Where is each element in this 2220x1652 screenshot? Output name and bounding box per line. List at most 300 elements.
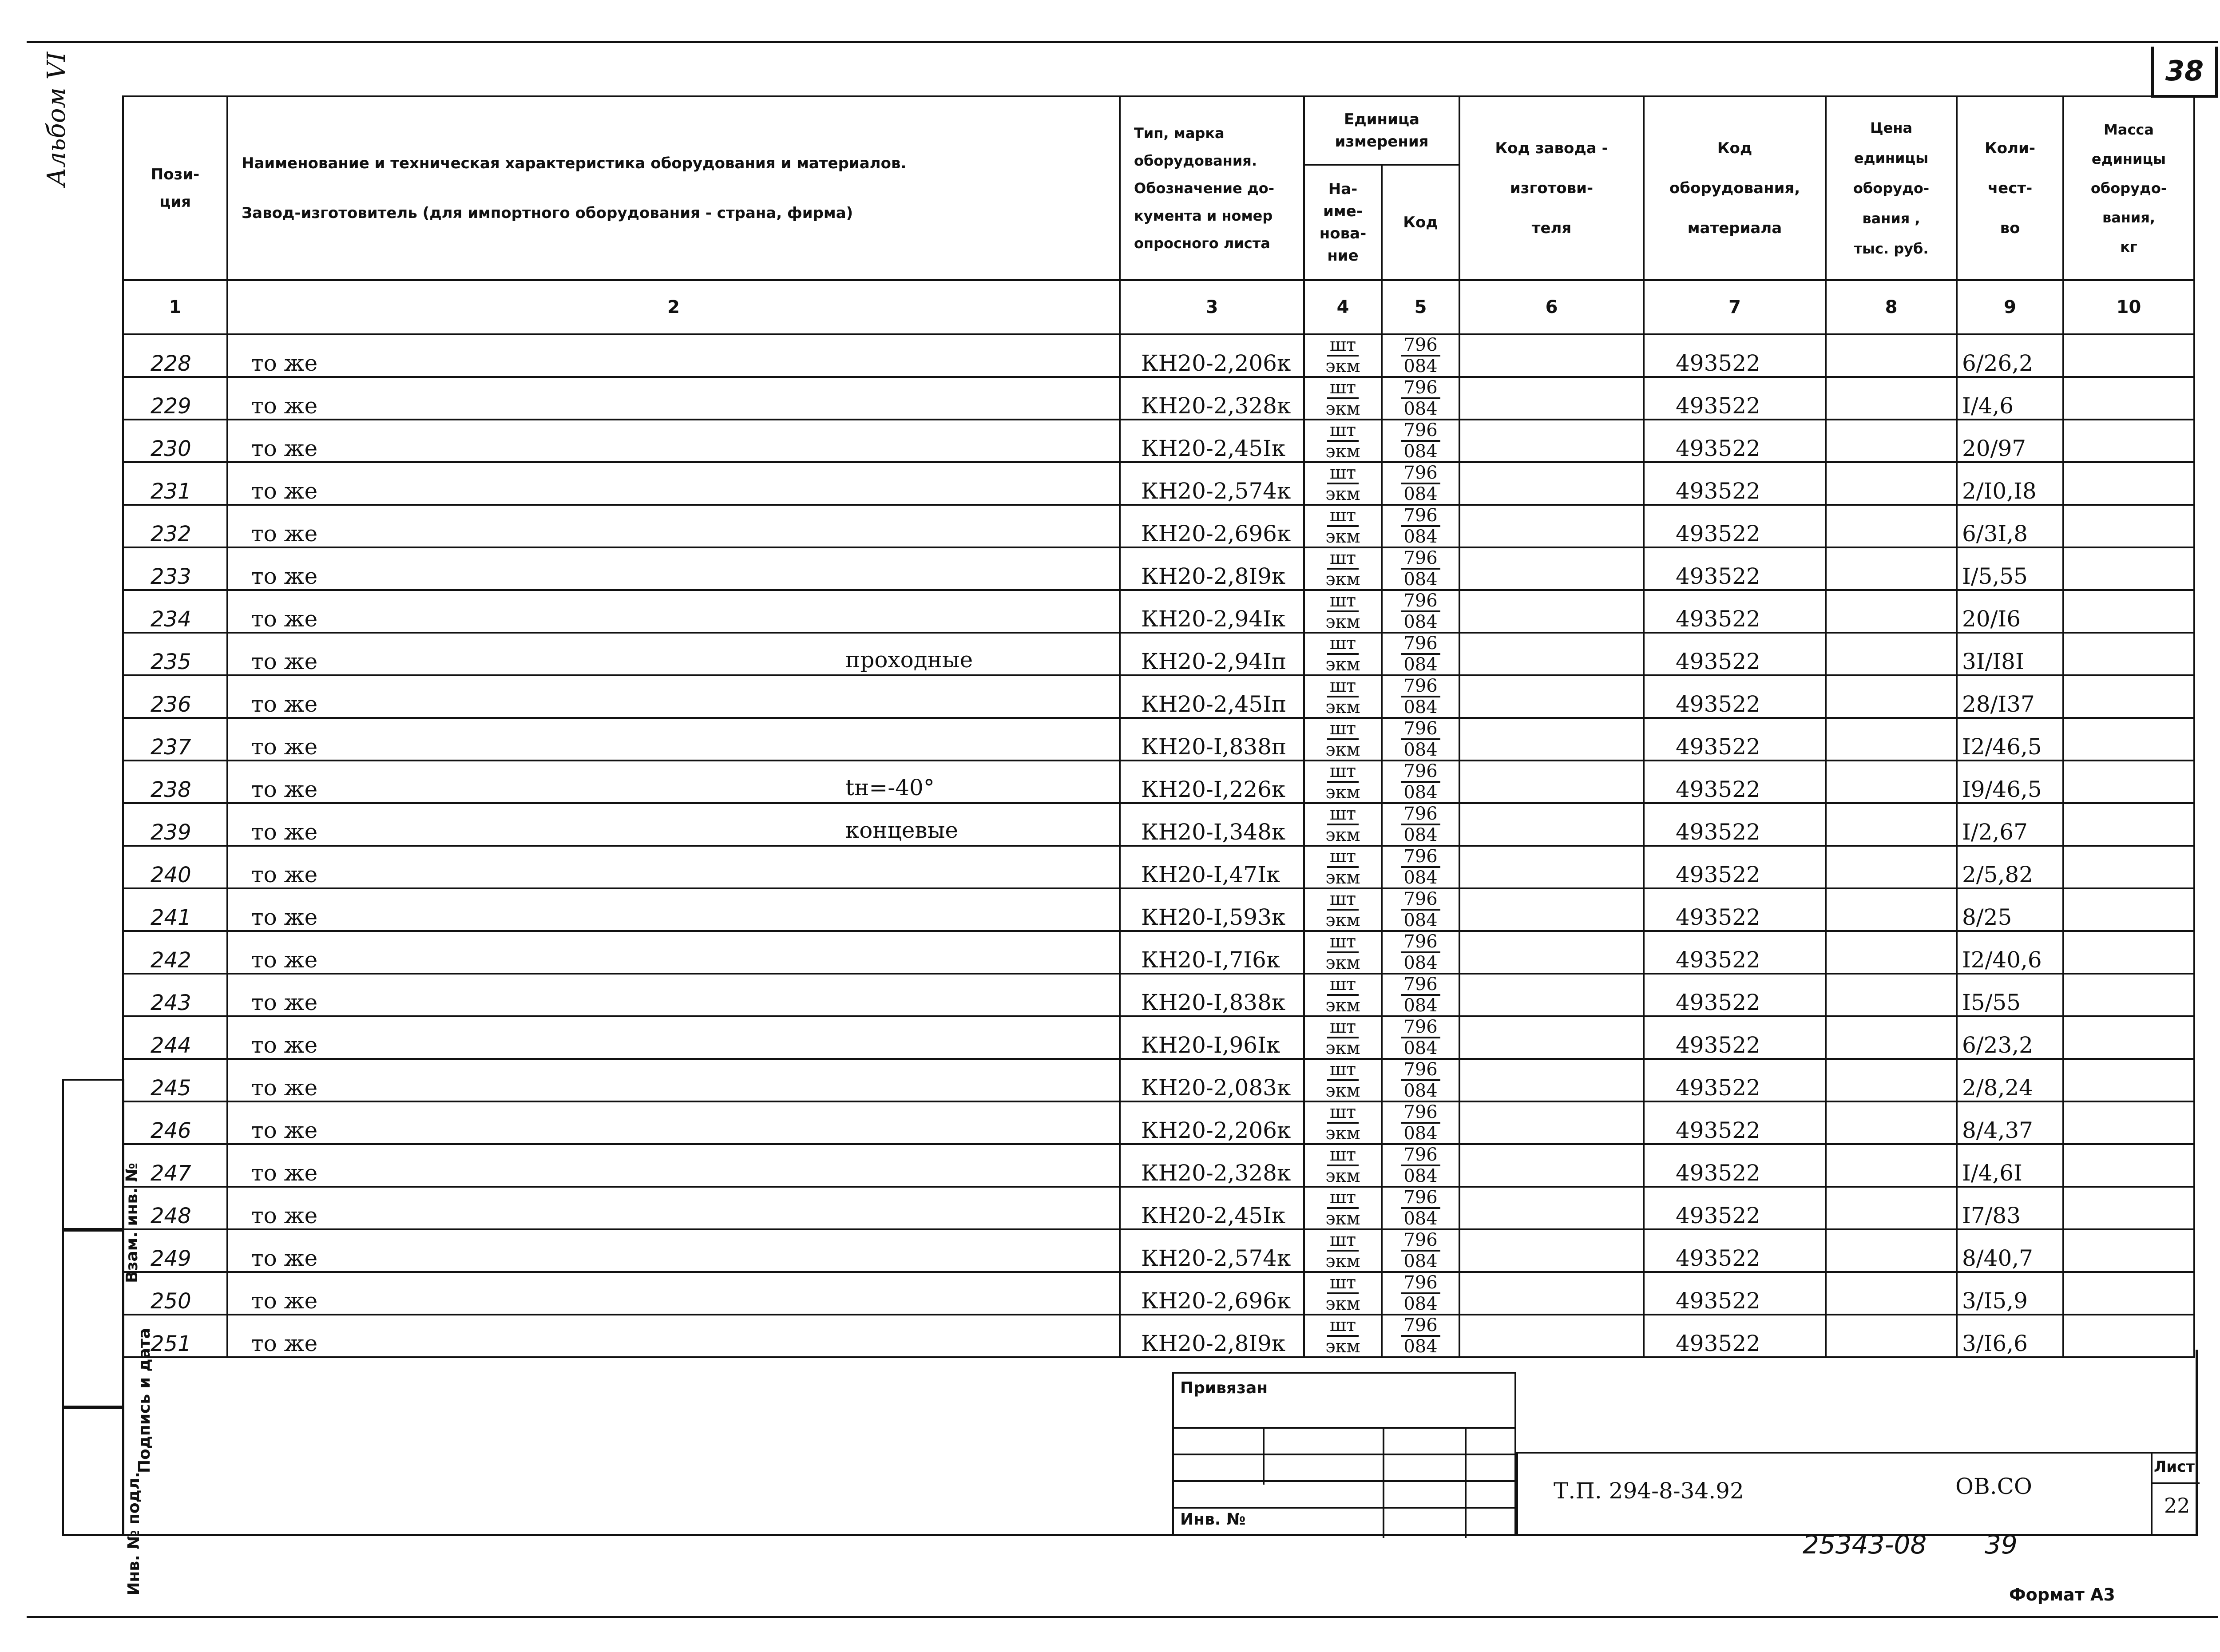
unit-top: шт <box>1327 975 1359 996</box>
format-label: Формат А3 <box>2009 1585 2115 1604</box>
row-unit-code <box>1382 462 1459 505</box>
row-type: КН20-2,206к <box>1120 334 1304 377</box>
row-unit-code <box>1382 718 1459 761</box>
side-block-podpis <box>62 1230 154 1473</box>
row-unit <box>1304 888 1382 931</box>
code-top: 796 <box>1401 1102 1440 1124</box>
row-name-text: то же <box>251 1203 318 1228</box>
code-bottom: 084 <box>1403 782 1438 803</box>
row-price <box>1826 462 1957 505</box>
row-unit <box>1304 334 1382 377</box>
sheet-label: Лист <box>2154 1458 2195 1476</box>
row-name-text: то же <box>251 1288 318 1314</box>
code-bottom: 084 <box>1403 868 1438 888</box>
row-mass <box>2063 1059 2194 1101</box>
row-plant-code <box>1459 1016 1644 1059</box>
unit-top: шт <box>1327 634 1359 655</box>
row-price <box>1826 888 1957 931</box>
row-mass <box>2063 675 2194 718</box>
row-name-text: то же <box>251 990 318 1015</box>
row-plant-code <box>1459 1101 1644 1144</box>
unit-bottom: экм <box>1325 1166 1360 1186</box>
row-type: КН20-2,083к <box>1120 1059 1304 1101</box>
unit-top: шт <box>1327 676 1359 697</box>
code-bottom: 084 <box>1403 1251 1438 1272</box>
unit-bottom: экм <box>1325 1336 1360 1357</box>
unit-bottom: экм <box>1325 1294 1360 1314</box>
column-number: 9 <box>1957 280 2063 334</box>
row-name <box>227 931 1120 974</box>
table-row <box>123 888 2194 931</box>
row-price <box>1826 1059 1957 1101</box>
row-name <box>227 420 1120 462</box>
row-position: 230 <box>123 420 227 462</box>
row-equipment-code: 493522 <box>1644 505 1826 547</box>
table-body <box>123 334 2194 1357</box>
row-price <box>1826 590 1957 633</box>
unit-top: шт <box>1327 889 1359 911</box>
code-top: 796 <box>1401 1145 1440 1166</box>
row-name-text: то же <box>251 393 318 419</box>
table-row <box>123 505 2194 547</box>
unit-top: шт <box>1327 1060 1359 1081</box>
side-block-inv-podl <box>62 1407 124 1536</box>
column-number: 1 <box>123 280 227 334</box>
row-mass <box>2063 761 2194 803</box>
row-price <box>1826 974 1957 1016</box>
header-position: Пози- ция <box>123 96 227 280</box>
code-top: 796 <box>1401 634 1440 655</box>
row-unit-code <box>1382 377 1459 420</box>
unit-top: шт <box>1327 420 1359 442</box>
code-bottom: 084 <box>1403 825 1438 845</box>
row-name-text: то же <box>251 691 318 717</box>
row-price <box>1826 675 1957 718</box>
unit-bottom: экм <box>1325 399 1360 419</box>
row-name-text: то же <box>251 478 318 504</box>
designation-block <box>1516 1452 2198 1536</box>
row-type: КН20-I,47Iк <box>1120 846 1304 888</box>
unit-top: шт <box>1327 1017 1359 1038</box>
unit-top: шт <box>1327 506 1359 527</box>
row-equipment-code: 493522 <box>1644 1187 1826 1229</box>
row-plant-code <box>1459 1229 1644 1272</box>
unit-bottom: экм <box>1325 1208 1360 1229</box>
inv-no-label: Инв. № <box>1180 1510 1246 1529</box>
row-unit <box>1304 803 1382 846</box>
table-row <box>123 931 2194 974</box>
row-type: КН20-I,96Iк <box>1120 1016 1304 1059</box>
header-unit-name: На- име- нова- ние <box>1304 165 1382 280</box>
row-name-text: то же <box>251 1160 318 1186</box>
code-bottom: 084 <box>1403 1038 1438 1058</box>
unit-bottom: экм <box>1325 1038 1360 1058</box>
code-bottom: 084 <box>1403 1123 1438 1144</box>
row-name <box>227 1187 1120 1229</box>
code-bottom: 084 <box>1403 953 1438 973</box>
row-price <box>1826 420 1957 462</box>
row-equipment-code: 493522 <box>1644 1272 1826 1315</box>
code-top: 796 <box>1401 804 1440 825</box>
side-label-vzam: Взам. инв. № <box>123 1163 141 1283</box>
row-equipment-code: 493522 <box>1644 675 1826 718</box>
row-position: 239 <box>123 803 227 846</box>
row-name <box>227 718 1120 761</box>
unit-bottom: экм <box>1325 825 1360 845</box>
row-name <box>227 377 1120 420</box>
row-unit-code <box>1382 675 1459 718</box>
row-unit <box>1304 761 1382 803</box>
code-bottom: 084 <box>1403 441 1438 462</box>
row-type: КН20-2,328к <box>1120 377 1304 420</box>
unit-top: шт <box>1327 761 1359 783</box>
row-unit-code <box>1382 1101 1459 1144</box>
row-plant-code <box>1459 1059 1644 1101</box>
row-unit-code <box>1382 1187 1459 1229</box>
row-mass <box>2063 1187 2194 1229</box>
row-equipment-code: 493522 <box>1644 974 1826 1016</box>
row-type: КН20-2,8I9к <box>1120 547 1304 590</box>
header-name-line2: Завод-изготовитель (для импортного оборудования - страна, фирма) <box>242 204 853 222</box>
header-equipment-code: Код оборудования, материала <box>1644 96 1826 280</box>
privyazan-col <box>1465 1427 1467 1538</box>
unit-top: шт <box>1327 1188 1359 1209</box>
specification-table <box>122 95 2195 1358</box>
row-name-text: то же <box>251 1075 318 1101</box>
row-quantity: 8/4,37 <box>1957 1101 2063 1144</box>
table-row <box>123 1272 2194 1315</box>
row-unit <box>1304 633 1382 675</box>
row-name <box>227 547 1120 590</box>
row-unit-code <box>1382 888 1459 931</box>
row-position: 241 <box>123 888 227 931</box>
table-row <box>123 718 2194 761</box>
row-price <box>1826 803 1957 846</box>
code-top: 796 <box>1401 335 1440 357</box>
code-bottom: 084 <box>1403 654 1438 675</box>
row-mass <box>2063 377 2194 420</box>
row-mass <box>2063 420 2194 462</box>
code-bottom: 084 <box>1403 484 1438 504</box>
header-name-line1: Наименование и техническая характеристика оборудования и материалов. <box>242 155 907 172</box>
unit-top: шт <box>1327 335 1359 357</box>
table-row <box>123 1187 2194 1229</box>
sheet-number: 22 <box>2164 1494 2190 1517</box>
row-name <box>227 1059 1120 1101</box>
code-top: 796 <box>1401 591 1440 612</box>
code-bottom: 084 <box>1403 569 1438 590</box>
code-top: 796 <box>1401 761 1440 783</box>
table-row <box>123 761 2194 803</box>
row-price <box>1826 334 1957 377</box>
row-position: 229 <box>123 377 227 420</box>
header-quantity: Коли- чест- во <box>1957 96 2063 280</box>
row-equipment-code: 493522 <box>1644 1016 1826 1059</box>
row-unit <box>1304 590 1382 633</box>
code-top: 796 <box>1401 719 1440 740</box>
code-top: 796 <box>1401 1017 1440 1038</box>
code-top: 796 <box>1401 1230 1440 1252</box>
row-plant-code <box>1459 334 1644 377</box>
row-name <box>227 1144 1120 1187</box>
row-unit-code <box>1382 931 1459 974</box>
code-bottom: 084 <box>1403 399 1438 419</box>
row-plant-code <box>1459 718 1644 761</box>
row-plant-code <box>1459 1187 1644 1229</box>
code-bottom: 084 <box>1403 1336 1438 1357</box>
row-equipment-code: 493522 <box>1644 420 1826 462</box>
row-quantity: 3/I5,9 <box>1957 1272 2063 1315</box>
row-mass <box>2063 803 2194 846</box>
row-unit <box>1304 1059 1382 1101</box>
code-top: 796 <box>1401 932 1440 953</box>
row-name <box>227 675 1120 718</box>
album-label: Альбом VI <box>42 52 71 186</box>
row-quantity: 20/I6 <box>1957 590 2063 633</box>
row-equipment-code: 493522 <box>1644 931 1826 974</box>
code-bottom: 084 <box>1403 1166 1438 1186</box>
table-row <box>123 1315 2194 1357</box>
code-top: 796 <box>1401 548 1440 570</box>
row-unit-code <box>1382 420 1459 462</box>
unit-top: шт <box>1327 1102 1359 1124</box>
row-note: концевые <box>845 817 958 843</box>
row-position: 250 <box>123 1272 227 1315</box>
unit-bottom: экм <box>1325 484 1360 504</box>
unit-bottom: экм <box>1325 612 1360 632</box>
row-plant-code <box>1459 761 1644 803</box>
code-bottom: 084 <box>1403 697 1438 717</box>
row-position: 238 <box>123 761 227 803</box>
unit-bottom: экм <box>1325 654 1360 675</box>
row-position: 235 <box>123 633 227 675</box>
row-plant-code <box>1459 505 1644 547</box>
row-price <box>1826 377 1957 420</box>
row-plant-code <box>1459 675 1644 718</box>
row-unit-code <box>1382 334 1459 377</box>
row-mass <box>2063 1101 2194 1144</box>
unit-top: шт <box>1327 463 1359 484</box>
row-mass <box>2063 1016 2194 1059</box>
row-mass <box>2063 1315 2194 1357</box>
unit-top: шт <box>1327 932 1359 953</box>
row-unit <box>1304 1229 1382 1272</box>
row-name-text: то же <box>251 776 318 802</box>
row-plant-code <box>1459 633 1644 675</box>
row-name <box>227 1101 1120 1144</box>
row-type: КН20-I,226к <box>1120 761 1304 803</box>
table-row <box>123 1229 2194 1272</box>
code-bottom: 084 <box>1403 527 1438 547</box>
unit-top: шт <box>1327 548 1359 570</box>
row-unit <box>1304 377 1382 420</box>
row-position: 242 <box>123 931 227 974</box>
row-quantity: 28/I37 <box>1957 675 2063 718</box>
table-row <box>123 1144 2194 1187</box>
row-type: КН20-2,328к <box>1120 1144 1304 1187</box>
unit-bottom: экм <box>1325 569 1360 590</box>
top-border-line <box>27 41 2218 43</box>
row-mass <box>2063 888 2194 931</box>
row-name-text: то же <box>251 1245 318 1271</box>
table-row <box>123 334 2194 377</box>
archive-number: 25343-08 <box>1803 1529 1927 1560</box>
row-mass <box>2063 590 2194 633</box>
row-plant-code <box>1459 462 1644 505</box>
designation-text: Т.П. 294-8-34.92 <box>1554 1478 1744 1504</box>
row-type: КН20-I,838п <box>1120 718 1304 761</box>
unit-bottom: экм <box>1325 995 1360 1016</box>
row-equipment-code: 493522 <box>1644 377 1826 420</box>
unit-top: шт <box>1327 1273 1359 1294</box>
header-name <box>227 96 1120 280</box>
row-mass <box>2063 931 2194 974</box>
code-top: 796 <box>1401 676 1440 697</box>
table-row <box>123 420 2194 462</box>
table-row <box>123 803 2194 846</box>
row-quantity: I/4,6I <box>1957 1144 2063 1187</box>
row-equipment-code: 493522 <box>1644 1229 1826 1272</box>
row-name-text: то же <box>251 862 318 887</box>
row-price <box>1826 1187 1957 1229</box>
table-row <box>123 675 2194 718</box>
row-unit-code <box>1382 1229 1459 1272</box>
table-row <box>123 846 2194 888</box>
row-position: 243 <box>123 974 227 1016</box>
unit-bottom: экм <box>1325 740 1360 760</box>
row-plant-code <box>1459 547 1644 590</box>
row-plant-code <box>1459 590 1644 633</box>
row-unit <box>1304 1144 1382 1187</box>
row-unit <box>1304 1315 1382 1357</box>
row-price <box>1826 1315 1957 1357</box>
row-position: 245 <box>123 1059 227 1101</box>
row-price <box>1826 505 1957 547</box>
row-quantity: 2/5,82 <box>1957 846 2063 888</box>
row-unit-code <box>1382 803 1459 846</box>
row-name <box>227 334 1120 377</box>
column-number: 7 <box>1644 280 1826 334</box>
row-mass <box>2063 718 2194 761</box>
code-top: 796 <box>1401 1060 1440 1081</box>
row-quantity: 3I/I8I <box>1957 633 2063 675</box>
row-name-text: то же <box>251 350 318 376</box>
row-unit <box>1304 547 1382 590</box>
row-equipment-code: 493522 <box>1644 1144 1826 1187</box>
row-name <box>227 633 1120 675</box>
row-name-text: то же <box>251 1117 318 1143</box>
row-name <box>227 761 1120 803</box>
row-quantity: 6/23,2 <box>1957 1016 2063 1059</box>
row-name-text: то же <box>251 521 318 547</box>
archive-page: 39 <box>1985 1529 2018 1560</box>
row-price <box>1826 633 1957 675</box>
row-equipment-code: 493522 <box>1644 1101 1826 1144</box>
row-equipment-code: 493522 <box>1644 547 1826 590</box>
table-row <box>123 377 2194 420</box>
row-quantity: 6/26,2 <box>1957 334 2063 377</box>
row-mass <box>2063 547 2194 590</box>
row-type: КН20-I,348к <box>1120 803 1304 846</box>
row-plant-code <box>1459 803 1644 846</box>
unit-bottom: экм <box>1325 910 1360 931</box>
column-number: 6 <box>1459 280 1644 334</box>
row-type: КН20-I,593к <box>1120 888 1304 931</box>
row-equipment-code: 493522 <box>1644 1059 1826 1101</box>
unit-top: шт <box>1327 1230 1359 1252</box>
row-unit-code <box>1382 761 1459 803</box>
table-row <box>123 547 2194 590</box>
row-name-text: то же <box>251 649 318 674</box>
row-quantity: 2/8,24 <box>1957 1059 2063 1101</box>
row-unit-code <box>1382 1016 1459 1059</box>
column-number: 3 <box>1120 280 1304 334</box>
row-name-text: то же <box>251 606 318 632</box>
row-unit-code <box>1382 1272 1459 1315</box>
row-price <box>1826 1229 1957 1272</box>
row-name <box>227 1016 1120 1059</box>
table-row <box>123 974 2194 1016</box>
table-row <box>123 590 2194 633</box>
row-unit <box>1304 846 1382 888</box>
row-plant-code <box>1459 1144 1644 1187</box>
sheet-cell-rule <box>2151 1482 2200 1484</box>
row-quantity: I/5,55 <box>1957 547 2063 590</box>
unit-bottom: экм <box>1325 868 1360 888</box>
row-quantity: I2/46,5 <box>1957 718 2063 761</box>
row-mass <box>2063 1229 2194 1272</box>
row-unit-code <box>1382 547 1459 590</box>
row-plant-code <box>1459 420 1644 462</box>
unit-top: шт <box>1327 847 1359 868</box>
row-position: 251 <box>123 1315 227 1357</box>
unit-top: шт <box>1327 1145 1359 1166</box>
unit-top: шт <box>1327 591 1359 612</box>
unit-bottom: экм <box>1325 697 1360 717</box>
privyazan-label: Привязан <box>1180 1379 1268 1397</box>
row-name <box>227 590 1120 633</box>
code-bottom: 084 <box>1403 1081 1438 1101</box>
row-quantity: I5/55 <box>1957 974 2063 1016</box>
row-name <box>227 803 1120 846</box>
row-price <box>1826 718 1957 761</box>
row-mass <box>2063 334 2194 377</box>
row-plant-code <box>1459 1315 1644 1357</box>
row-position: 234 <box>123 590 227 633</box>
table-row <box>123 1016 2194 1059</box>
code-top: 796 <box>1401 1315 1440 1337</box>
header-unit: Единица измерения <box>1304 96 1459 165</box>
column-number: 2 <box>227 280 1120 334</box>
table-row <box>123 462 2194 505</box>
row-plant-code <box>1459 931 1644 974</box>
row-quantity: I/2,67 <box>1957 803 2063 846</box>
row-name-text: то же <box>251 436 318 461</box>
row-plant-code <box>1459 846 1644 888</box>
row-type: КН20-I,838к <box>1120 974 1304 1016</box>
row-equipment-code: 493522 <box>1644 462 1826 505</box>
row-position: 246 <box>123 1101 227 1144</box>
code-top: 796 <box>1401 420 1440 442</box>
row-position: 248 <box>123 1187 227 1229</box>
unit-top: шт <box>1327 1315 1359 1337</box>
row-type: КН20-2,206к <box>1120 1101 1304 1144</box>
row-price <box>1826 761 1957 803</box>
row-note: tн=-40° <box>845 775 935 800</box>
code-bottom: 084 <box>1403 1208 1438 1229</box>
row-mass <box>2063 974 2194 1016</box>
row-equipment-code: 493522 <box>1644 761 1826 803</box>
